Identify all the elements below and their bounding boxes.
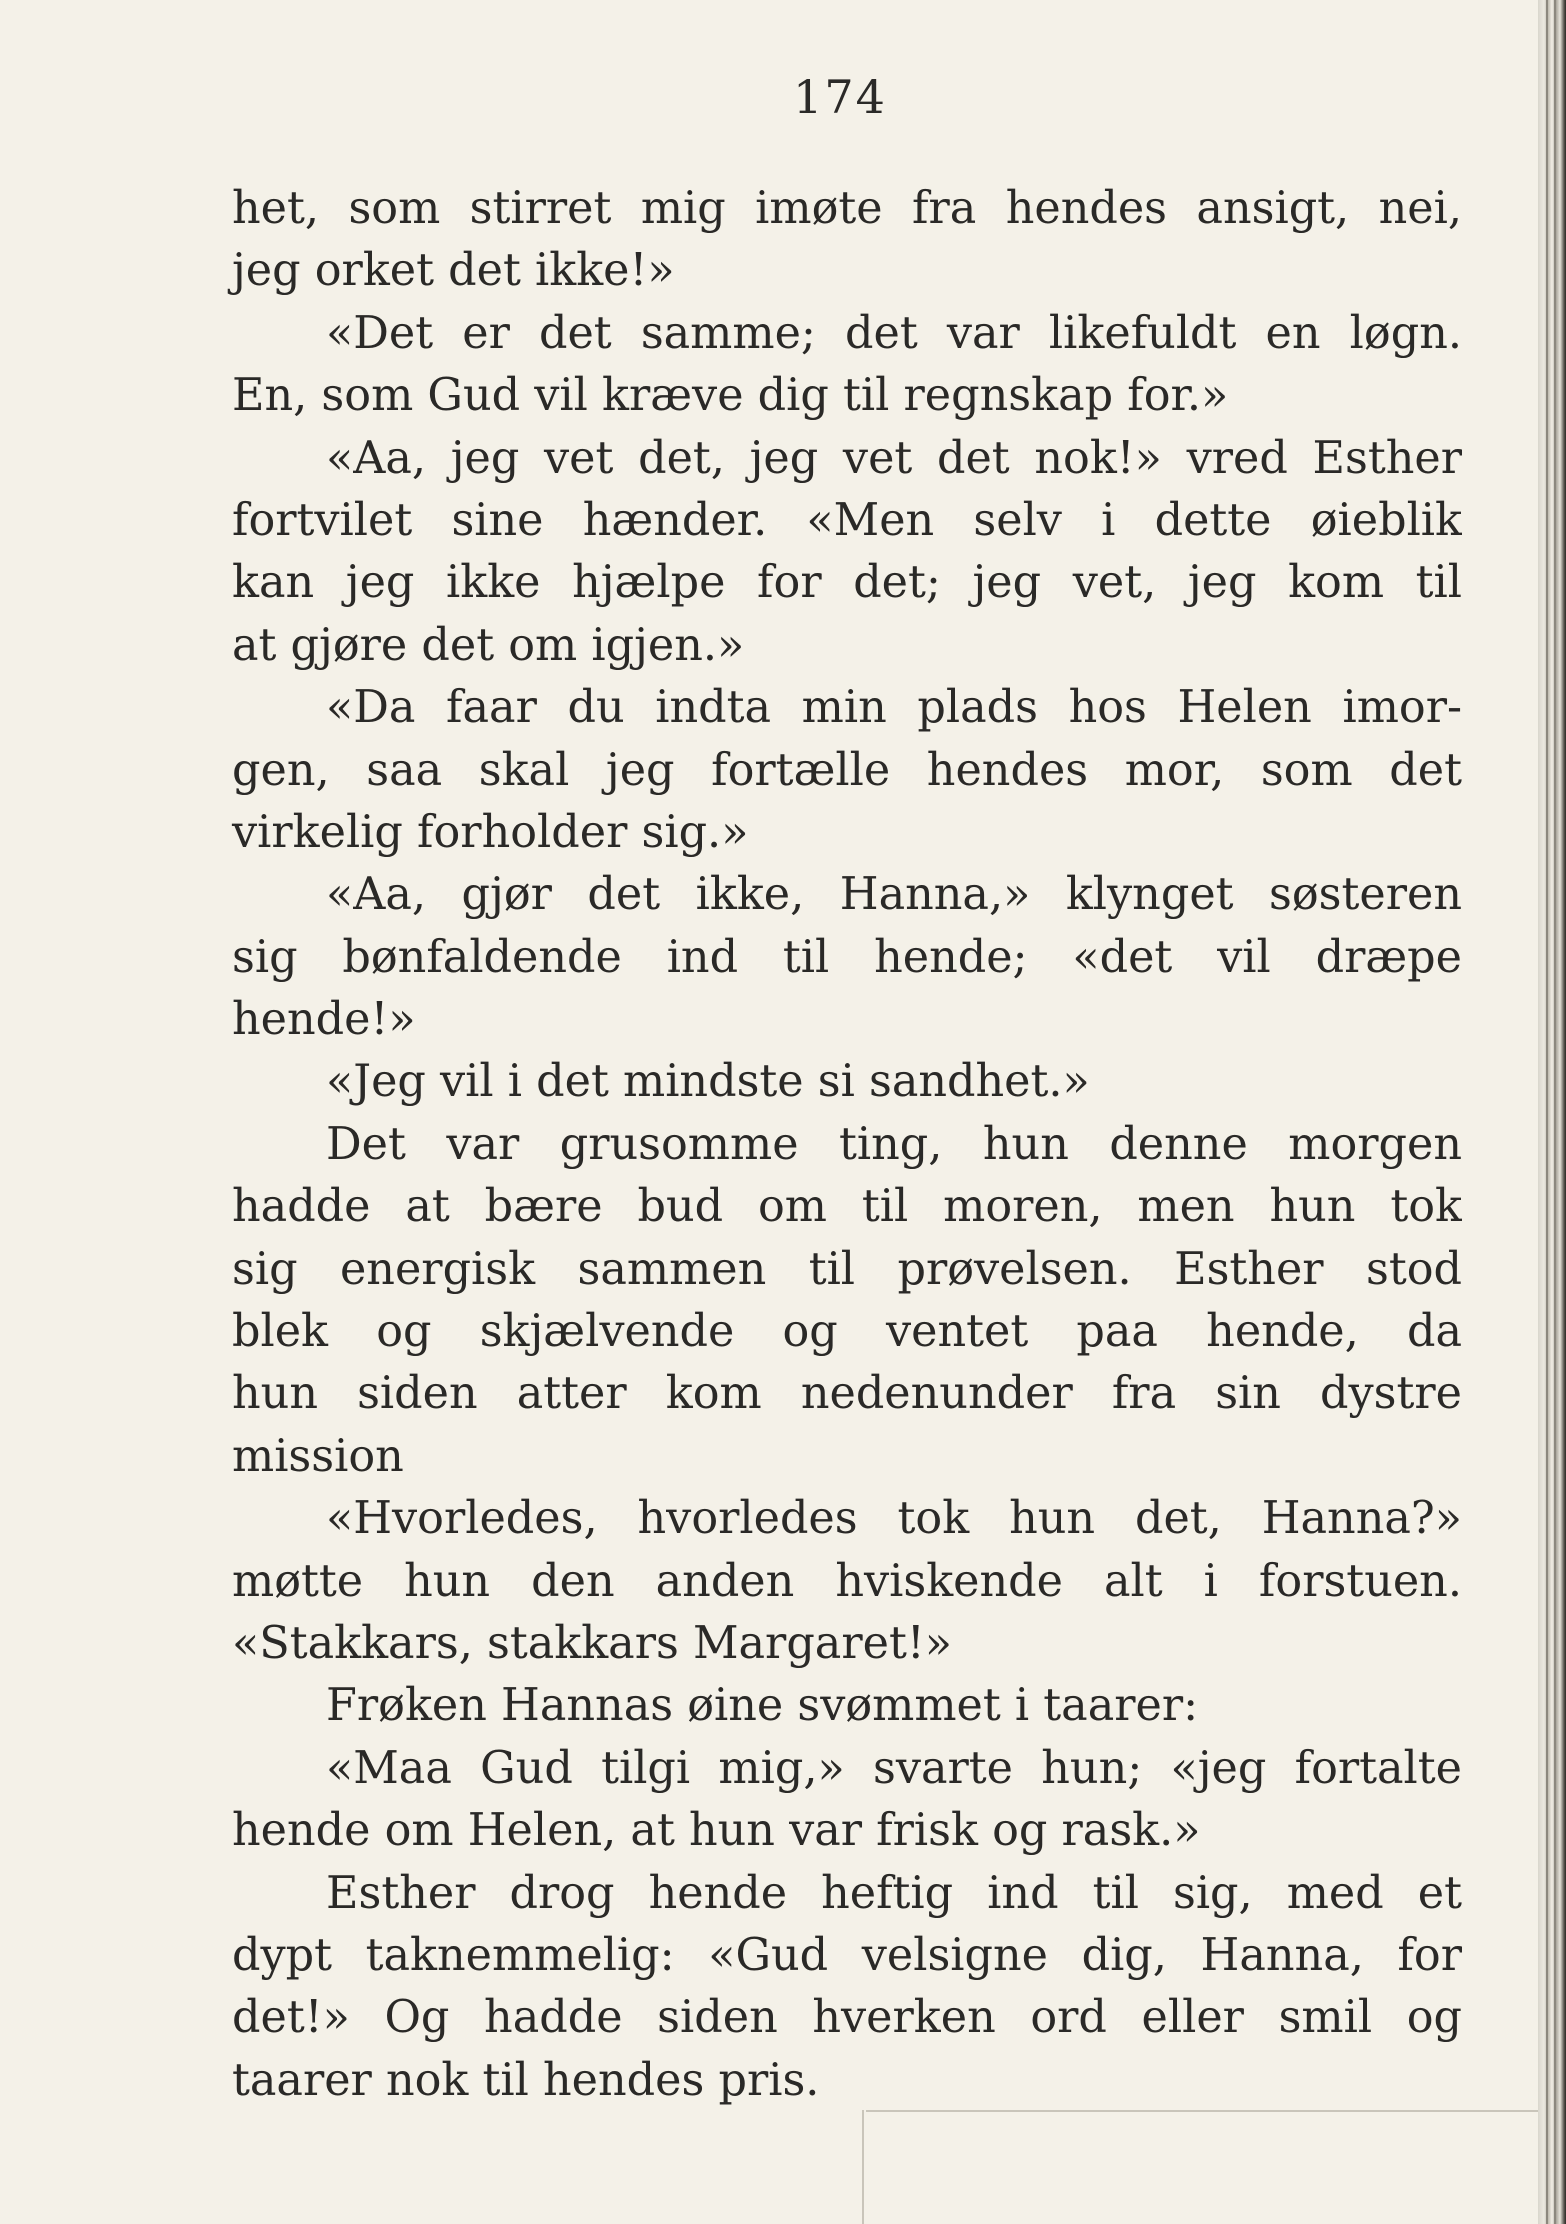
text-line: møtte hun den anden hviskende alt i forstuen.	[232, 1555, 1462, 1607]
text-line: hende!»	[232, 994, 416, 1046]
text-line: hun siden atter kom nedenunder fra sin dystre	[232, 1368, 1462, 1420]
text-line: at gjøre det om igjen.»	[232, 619, 745, 671]
edge-line	[1554, 0, 1556, 2224]
text-line: «Det er det samme; det var likefuldt en løgn.	[326, 307, 1462, 359]
text-line: Frøken Hannas øine svømmet i taarer:	[326, 1680, 1199, 1732]
scan-corner-line-vertical	[862, 2110, 864, 2224]
edge-line	[1546, 0, 1548, 2224]
body-text	[232, 178, 1462, 2112]
text-line: En, som Gud vil kræve dig til regnskap for.»	[232, 370, 1229, 422]
text-line: «Aa, gjør det ikke, Hanna,» klynget søsteren	[326, 869, 1462, 921]
text-line: gen, saa skal jeg fortælle hendes mor, som det	[232, 744, 1462, 796]
text-line: hadde at bære bud om til moren, men hun tok	[232, 1181, 1462, 1233]
text-line: sig bønfaldende ind til hende; «det vil dræpe	[232, 931, 1462, 983]
scan-corner-line-horizontal	[866, 2110, 1538, 2112]
text-line: det!» Og hadde siden hverken ord eller smil og	[232, 1992, 1462, 2044]
book-edge	[1538, 0, 1566, 2224]
text-line: «Stakkars, stakkars Margaret!»	[232, 1617, 952, 1669]
text-line: «Jeg vil i det mindste si sandhet.»	[326, 1056, 1090, 1108]
text-line: hende om Helen, at hun var frisk og rask.»	[232, 1805, 1201, 1857]
text-line: dypt taknemmelig: «Gud velsigne dig, Hanna, for	[232, 1929, 1462, 1981]
text-line: taarer nok til hendes pris.	[232, 2054, 820, 2106]
text-line: sig energisk sammen til prøvelsen. Esther stod	[232, 1243, 1462, 1295]
text-line: jeg orket det ikke!»	[232, 245, 675, 297]
text-line: mission	[232, 1430, 404, 1482]
text-line: blek og skjælvende og ventet paa hende, da	[232, 1306, 1462, 1358]
page-number: 174	[793, 70, 887, 124]
text-line: «Da faar du indta min plads hos Helen imor-	[326, 682, 1462, 734]
text-line: virkelig forholder sig.»	[232, 806, 749, 858]
text-line: het, som stirret mig imøte fra hendes ansigt, nei,	[232, 183, 1462, 234]
text-line: «Maa Gud tilgi mig,» svarte hun; «jeg fortalte	[326, 1742, 1462, 1794]
text-line: kan jeg ikke hjælpe for det; jeg vet, jeg kom til	[232, 557, 1462, 609]
text-line: Det var grusomme ting, hun denne morgen	[326, 1118, 1462, 1170]
text-line: fortvilet sine hænder. «Men selv i dette øieblik	[232, 494, 1462, 546]
text-line: «Aa, jeg vet det, jeg vet det nok!» vred Esther	[326, 432, 1462, 484]
text-line: Esther drog hende heftig ind til sig, med et	[326, 1867, 1462, 1919]
text-line: «Hvorledes, hvorledes tok hun det, Hanna?»	[326, 1493, 1462, 1545]
